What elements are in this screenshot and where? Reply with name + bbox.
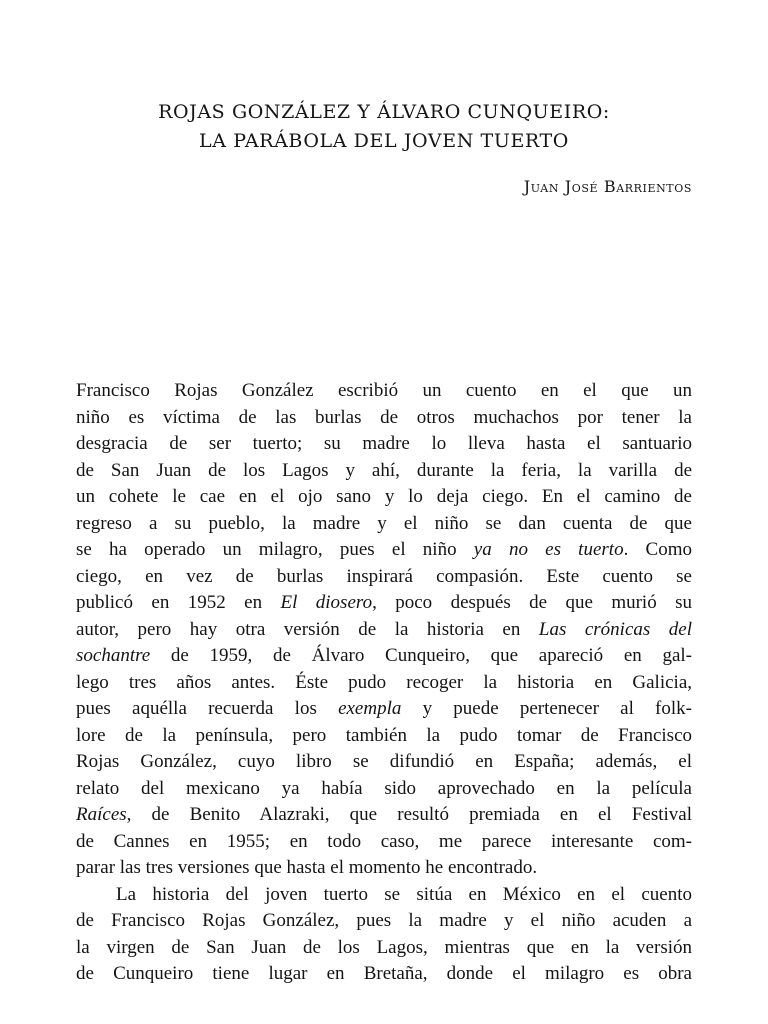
text-line	[76, 723, 692, 750]
text-line	[76, 564, 692, 591]
text-line	[76, 855, 692, 882]
italic-text: El diosero	[280, 592, 373, 613]
text-segment: de Cannes en 1955; en todo caso, me parece interesante com-	[76, 830, 692, 852]
text-line	[76, 431, 692, 458]
text-line	[76, 961, 692, 988]
text-line	[76, 935, 692, 962]
text-line	[76, 829, 692, 856]
italic-text: sochantre	[76, 645, 151, 666]
text-segment: Francisco Rojas González escribió un cuento en el que un	[76, 380, 692, 401]
text-segment: ciego, en vez de burlas inspirará compasión. Este cuento se	[76, 565, 692, 587]
text-line	[76, 802, 692, 829]
text-line	[76, 882, 692, 909]
body-text	[76, 378, 692, 988]
text-segment: de San Juan de los Lagos y ahí, durante la feria, la varilla de	[76, 459, 692, 481]
text-segment: , poco después de que murió su	[372, 592, 692, 613]
text-segment: relato del mexicano ya había sido aprovechado en la película	[76, 777, 692, 799]
text-segment: publicó en 1952 en	[76, 592, 281, 613]
text-segment: un cohete le cae en el ojo sano y lo deja ciego. En el camino de	[76, 486, 692, 507]
text-line	[76, 617, 692, 644]
text-line	[76, 484, 692, 511]
text-segment: , de Benito Alazraki, que resultó premiada en el Festival	[126, 804, 692, 825]
text-segment: lego tres años antes. Éste pudo recoger la historia en Galicia,	[76, 671, 692, 693]
text-line	[76, 776, 692, 803]
italic-text: Raíces	[76, 804, 127, 825]
text-segment: . Como	[623, 539, 692, 560]
text-segment: de 1959, de Álvaro Cunqueiro, que apareció en gal-	[150, 645, 692, 666]
title-line-2: LA PARÁBOLA DEL JOVEN TUERTO	[199, 130, 569, 152]
text-segment: la virgen de San Juan de los Lagos, mientras que en la versión	[76, 936, 692, 958]
text-line	[76, 378, 692, 405]
text-line	[76, 405, 692, 432]
text-segment: lore de la península, pero también la pudo tomar de Francisco	[76, 724, 692, 746]
text-segment: Rojas González, cuyo libro se difundió en España; además, el	[76, 751, 692, 772]
text-segment: niño es víctima de las burlas de otros muchachos por tener la	[76, 406, 692, 428]
text-line	[76, 749, 692, 776]
text-segment: La historia del joven tuerto se sitúa en México en el cuento	[116, 883, 692, 905]
title-line-1: ROJAS GONZÁLEZ Y ÁLVARO CUNQUEIRO:	[158, 101, 610, 123]
text-segment: y puede pertenecer al folk-	[401, 698, 692, 719]
text-line	[76, 590, 692, 617]
text-segment: de Cunqueiro tiene lugar en Bretaña, donde el milagro es obra	[76, 963, 692, 984]
text-line	[76, 537, 692, 564]
text-segment: desgracia de ser tuerto; su madre lo lleva hasta el santuario	[76, 433, 692, 454]
text-segment: autor, pero hay otra versión de la historia en	[76, 618, 539, 640]
text-line	[76, 908, 692, 935]
italic-text: Las crónicas del	[538, 618, 693, 640]
article-author: Juan José Barrientos	[523, 177, 692, 196]
text-segment: se ha operado un milagro, pues el niño	[76, 539, 474, 560]
text-segment: regreso a su pueblo, la madre y el niño se dan cuenta de que	[76, 512, 692, 534]
text-segment: parar las tres versiones que hasta el momento he encontrado.	[76, 857, 538, 878]
text-line	[76, 670, 692, 697]
text-line	[76, 696, 692, 723]
text-line	[76, 458, 692, 485]
text-line	[76, 643, 692, 670]
text-segment: de Francisco Rojas González, pues la madre y el niño acuden a	[76, 910, 692, 931]
text-line	[76, 511, 692, 538]
italic-text: exempla	[338, 698, 402, 719]
article-title	[0, 98, 768, 156]
italic-text: ya no es tuerto	[473, 539, 624, 560]
text-segment: pues aquélla recuerda los	[76, 698, 339, 719]
